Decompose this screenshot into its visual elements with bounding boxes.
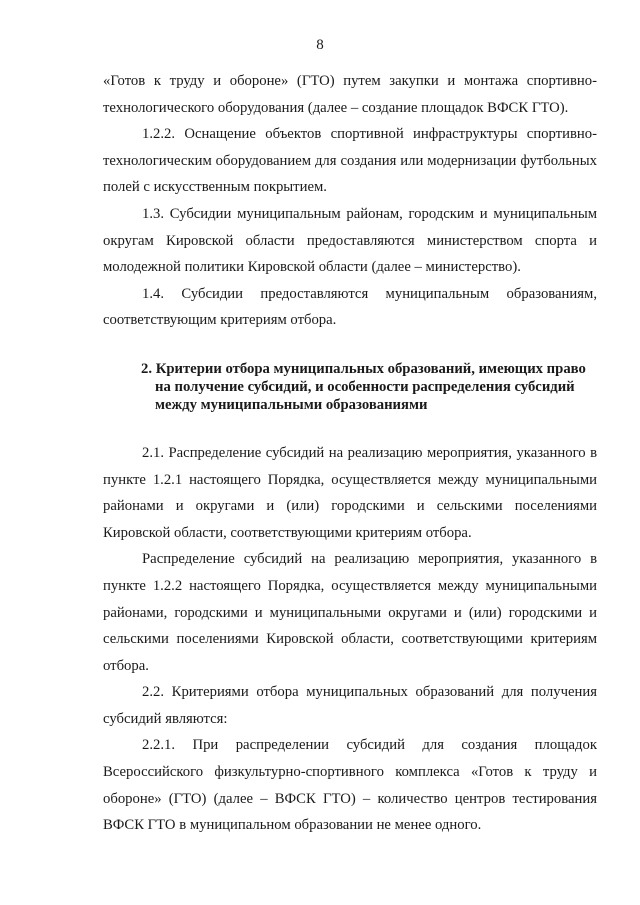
paragraph-2-2-1: 2.2.1. При распределении субсидий для создания площадок Всероссийского физкультурно-спортивного комплекса «Готов к труду и обороне» (ГТО) (далее – ВФСК ГТО) – количество центров тестирования ВФСК ГТО в муниципальном образовании не менее одного. xyxy=(103,737,597,834)
section-heading-line: между муниципальными образованиями xyxy=(155,396,428,413)
paragraph-1-4: 1.4. Субсидии предоставляются муниципальным образованиям, соответствующим критериям отбора. xyxy=(103,285,597,329)
paragraph-continuation: «Готов к труду и обороне» (ГТО) путем закупки и монтажа спортивно-технологического оборудования (далее – создание площадок ВФСК ГТО). xyxy=(103,73,597,116)
paragraph-2-1: 2.1. Распределение субсидий на реализацию мероприятия, указанного в пункте 1.2.1 настоящего Порядка, осуществляется между муниципальными районами и округами и (или) городскими и сельскими поселениями Кировской области, соответствующими критериям отбора. xyxy=(103,444,597,541)
paragraph-distribution: Распределение субсидий на реализацию мероприятия, указанного в пункте 1.2.2 настоящего Порядка, осуществляется между муниципальными районами, городскими и муниципальными округами и (или) городскими и сельскими поселениями Кировской области, соответствующими критериям отбора. xyxy=(103,551,597,674)
page-number: 8 xyxy=(316,37,324,53)
paragraph-1-3: 1.3. Субсидии муниципальным районам, городским и муниципальным округам Кировской области предоставляются министерством спорта и молодежной политики Кировской области (далее – министерство). xyxy=(103,205,597,276)
section-heading-line: на получение субсидий, и особенности распределения субсидий xyxy=(155,378,575,395)
section-heading-line: 2. Критерии отбора муниципальных образований, имеющих право xyxy=(141,360,586,377)
paragraph-2-2: 2.2. Критериями отбора муниципальных образований для получения субсидий являются: xyxy=(103,684,597,727)
section-heading-2 xyxy=(103,360,597,414)
paragraph-1-2-2: 1.2.2. Оснащение объектов спортивной инфраструктуры спортивно-технологическим оборудованием для создания или модернизации футбольных полей с искусственным покрытием. xyxy=(103,126,597,196)
document-body xyxy=(103,68,597,839)
